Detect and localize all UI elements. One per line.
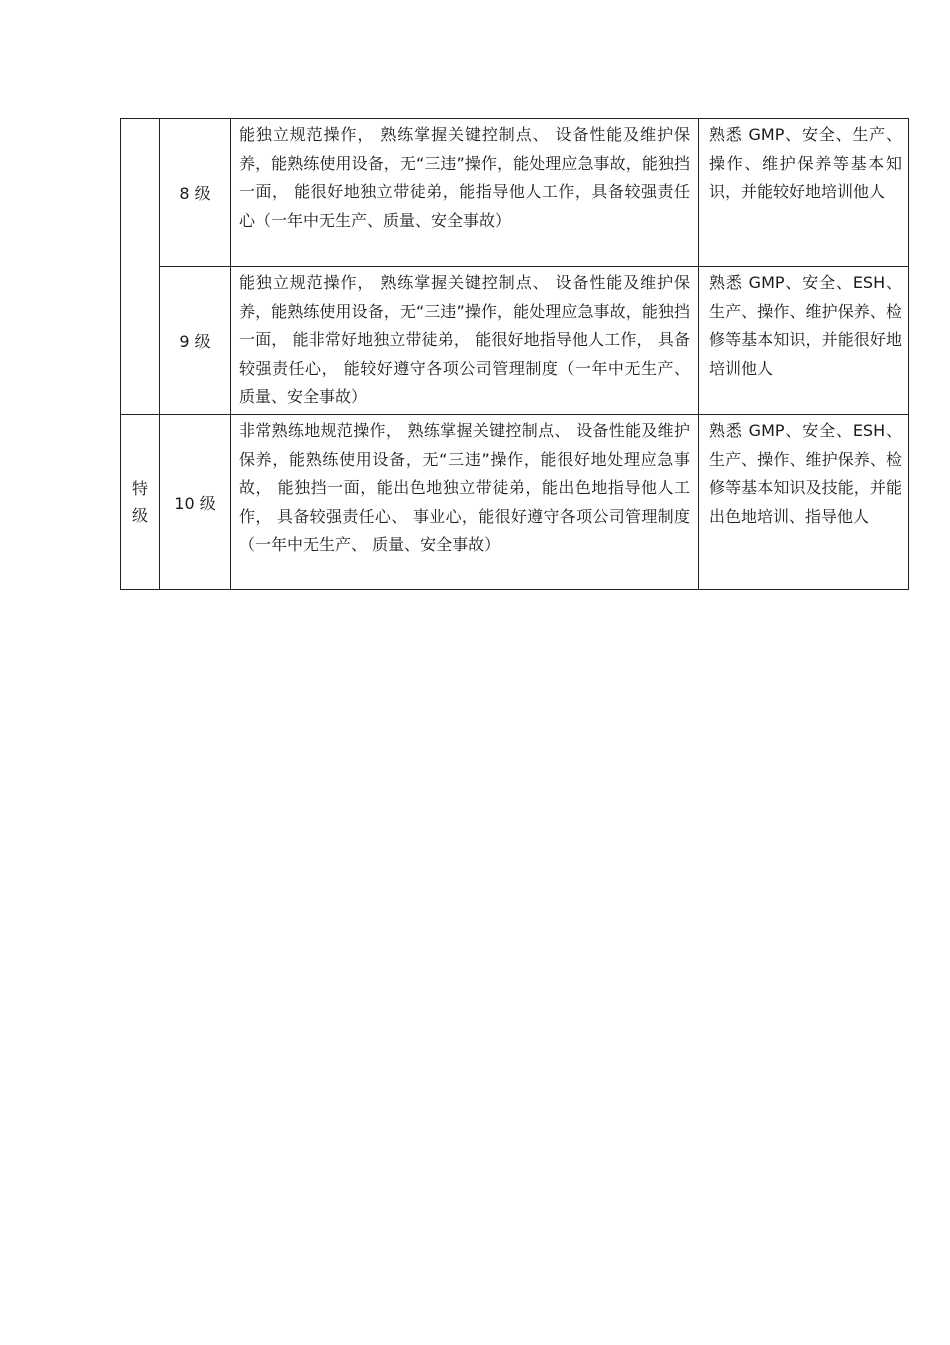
requirement-cell: 能独立规范操作， 熟练掌握关键控制点、 设备性能及维护保养，能熟练使用设备，无“三违”操作，能处理应急事故，能独挡一面， 能很好地独立带徒弟，能指导他人工作，具备较强责任心（一年中无生产、质量、安全事故） [231,119,699,267]
level-cell: 9 级 [160,267,231,415]
requirement-cell: 能独立规范操作， 熟练掌握关键控制点、 设备性能及维护保养，能熟练使用设备，无“三违”操作，能处理应急事故，能独挡一面， 能非常好地独立带徒弟， 能很好地指导他人工作， 具备较强责任心， 能较好遵守各项公司管理制度（一年中无生产、质量、安全事故） [231,267,699,415]
level-cell: 8 级 [160,119,231,267]
skill-grade-table [120,118,909,590]
table-row [121,415,909,590]
category-cell [121,415,160,590]
table-row [121,267,909,415]
table-row [121,119,909,267]
knowledge-cell: 熟悉 GMP、安全、生产、操作、维护保养等基本知识，并能较好地培训他人 [699,119,909,267]
level-cell: 10 级 [160,415,231,590]
category-cell [121,119,160,415]
requirement-cell: 非常熟练地规范操作， 熟练掌握关键控制点、 设备性能及维护保养，能熟练使用设备，无“三违”操作，能很好地处理应急事故， 能独挡一面，能出色地独立带徒弟，能出色地指导他人工作， 具备较强责任心、 事业心，能很好遵守各项公司管理制度 （一年中无生产、 质量、安全事故） [231,415,699,590]
knowledge-cell: 熟悉 GMP、安全、ESH、生产、操作、维护保养、检修等基本知识，并能很好地培训他人 [699,267,909,415]
knowledge-cell: 熟悉 GMP、安全、ESH、生产、操作、维护保养、检修等基本知识及技能，并能出色地培训、指导他人 [699,415,909,590]
category-label: 特级 [131,479,148,525]
